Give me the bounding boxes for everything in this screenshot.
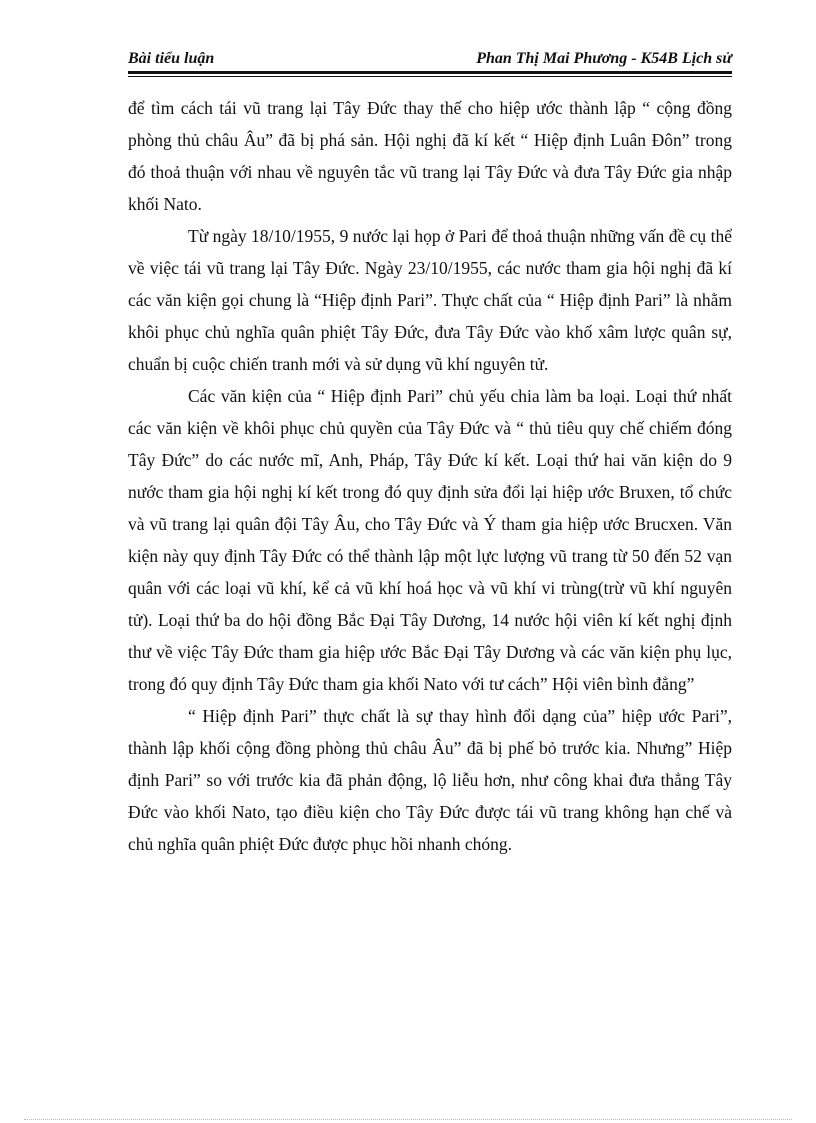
page-header xyxy=(128,48,732,70)
header-divider-thick xyxy=(128,71,732,74)
page-bottom-divider xyxy=(24,1119,792,1120)
paragraph-documents: Các văn kiện của “ Hiệp định Pari” chủ yếu chia làm ba loại. Loại thứ nhất các văn kiện về khôi phục chủ quyền của Tây Đức và “ thủ tiêu quy chế chiếm đóng Tây Đức” do các nước mĩ, Anh, Pháp, Tây Đức kí kết. Loại thứ hai văn kiện do 9 nước tham gia hội nghị kí kết trong đó quy định sửa đổi lại hiệp ước Bruxen, tổ chức và vũ trang lại quân đội Tây Âu, cho Tây Đức và Ý tham gia hiệp ước Brucxen. Văn kiện này quy định Tây Đức có thể thành lập một lực lượng vũ trang từ 50 đến 52 vạn quân với các loại vũ khí, kể cả vũ khí hoá học và vũ khí vi trùng(trừ vũ khí nguyên tử). Loại thứ ba do hội đồng Bắc Đại Tây Dương, 14 nước hội viên kí kết nghị định thư về việc Tây Đức tham gia hiệp ước Bắc Đại Tây Dương và các văn kiện phụ lục, trong đó quy định Tây Đức tham gia khối Nato với tư cách” Hội viên bình đẳng” xyxy=(128,386,732,694)
header-author: Phan Thị Mai Phương - K54B Lịch sử xyxy=(476,50,732,67)
paragraph-continuation: để tìm cách tái vũ trang lại Tây Đức thay thế cho hiệp ước thành lập “ cộng đồng phòng thủ châu Âu” đã bị phá sản. Hội nghị đã kí kết “ Hiệp định Luân Đôn” trong đó thoả thuận với nhau về nguyên tắc vũ trang lại Tây Đức và đưa Tây Đức gia nhập khối Nato. xyxy=(128,98,732,214)
header-divider-thin xyxy=(128,76,732,77)
document-body xyxy=(128,92,732,860)
paragraph-paris-conference: Từ ngày 18/10/1955, 9 nước lại họp ở Pari để thoả thuận những vấn đề cụ thể về việc tái vũ trang lại Tây Đức. Ngày 23/10/1955, các nước tham gia hội nghị đã kí các văn kiện gọi chung là “Hiệp định Pari”. Thực chất của “ Hiệp định Pari” là nhằm khôi phục chủ nghĩa quân phiệt Tây Đức, đưa Tây Đức vào khố xâm lược quân sự, chuẩn bị cuộc chiến tranh mới và sử dụng vũ khí nguyên tử. xyxy=(128,226,732,374)
paragraph-essence: “ Hiệp định Pari” thực chất là sự thay hình đổi dạng của” hiệp ước Pari”, thành lập khối cộng đồng phòng thủ châu Âu” đã bị phế bỏ trước kia. Nhưng” Hiệp định Pari” so với trước kia đã phản động, lộ liễu hơn, như công khai đưa thẳng Tây Đức vào khối Nato, tạo điều kiện cho Tây Đức được tái vũ trang không hạn chế và chủ nghĩa quân phiệt Đức được phục hồi nhanh chóng. xyxy=(128,706,732,854)
header-title: Bài tiểu luận xyxy=(128,50,215,67)
